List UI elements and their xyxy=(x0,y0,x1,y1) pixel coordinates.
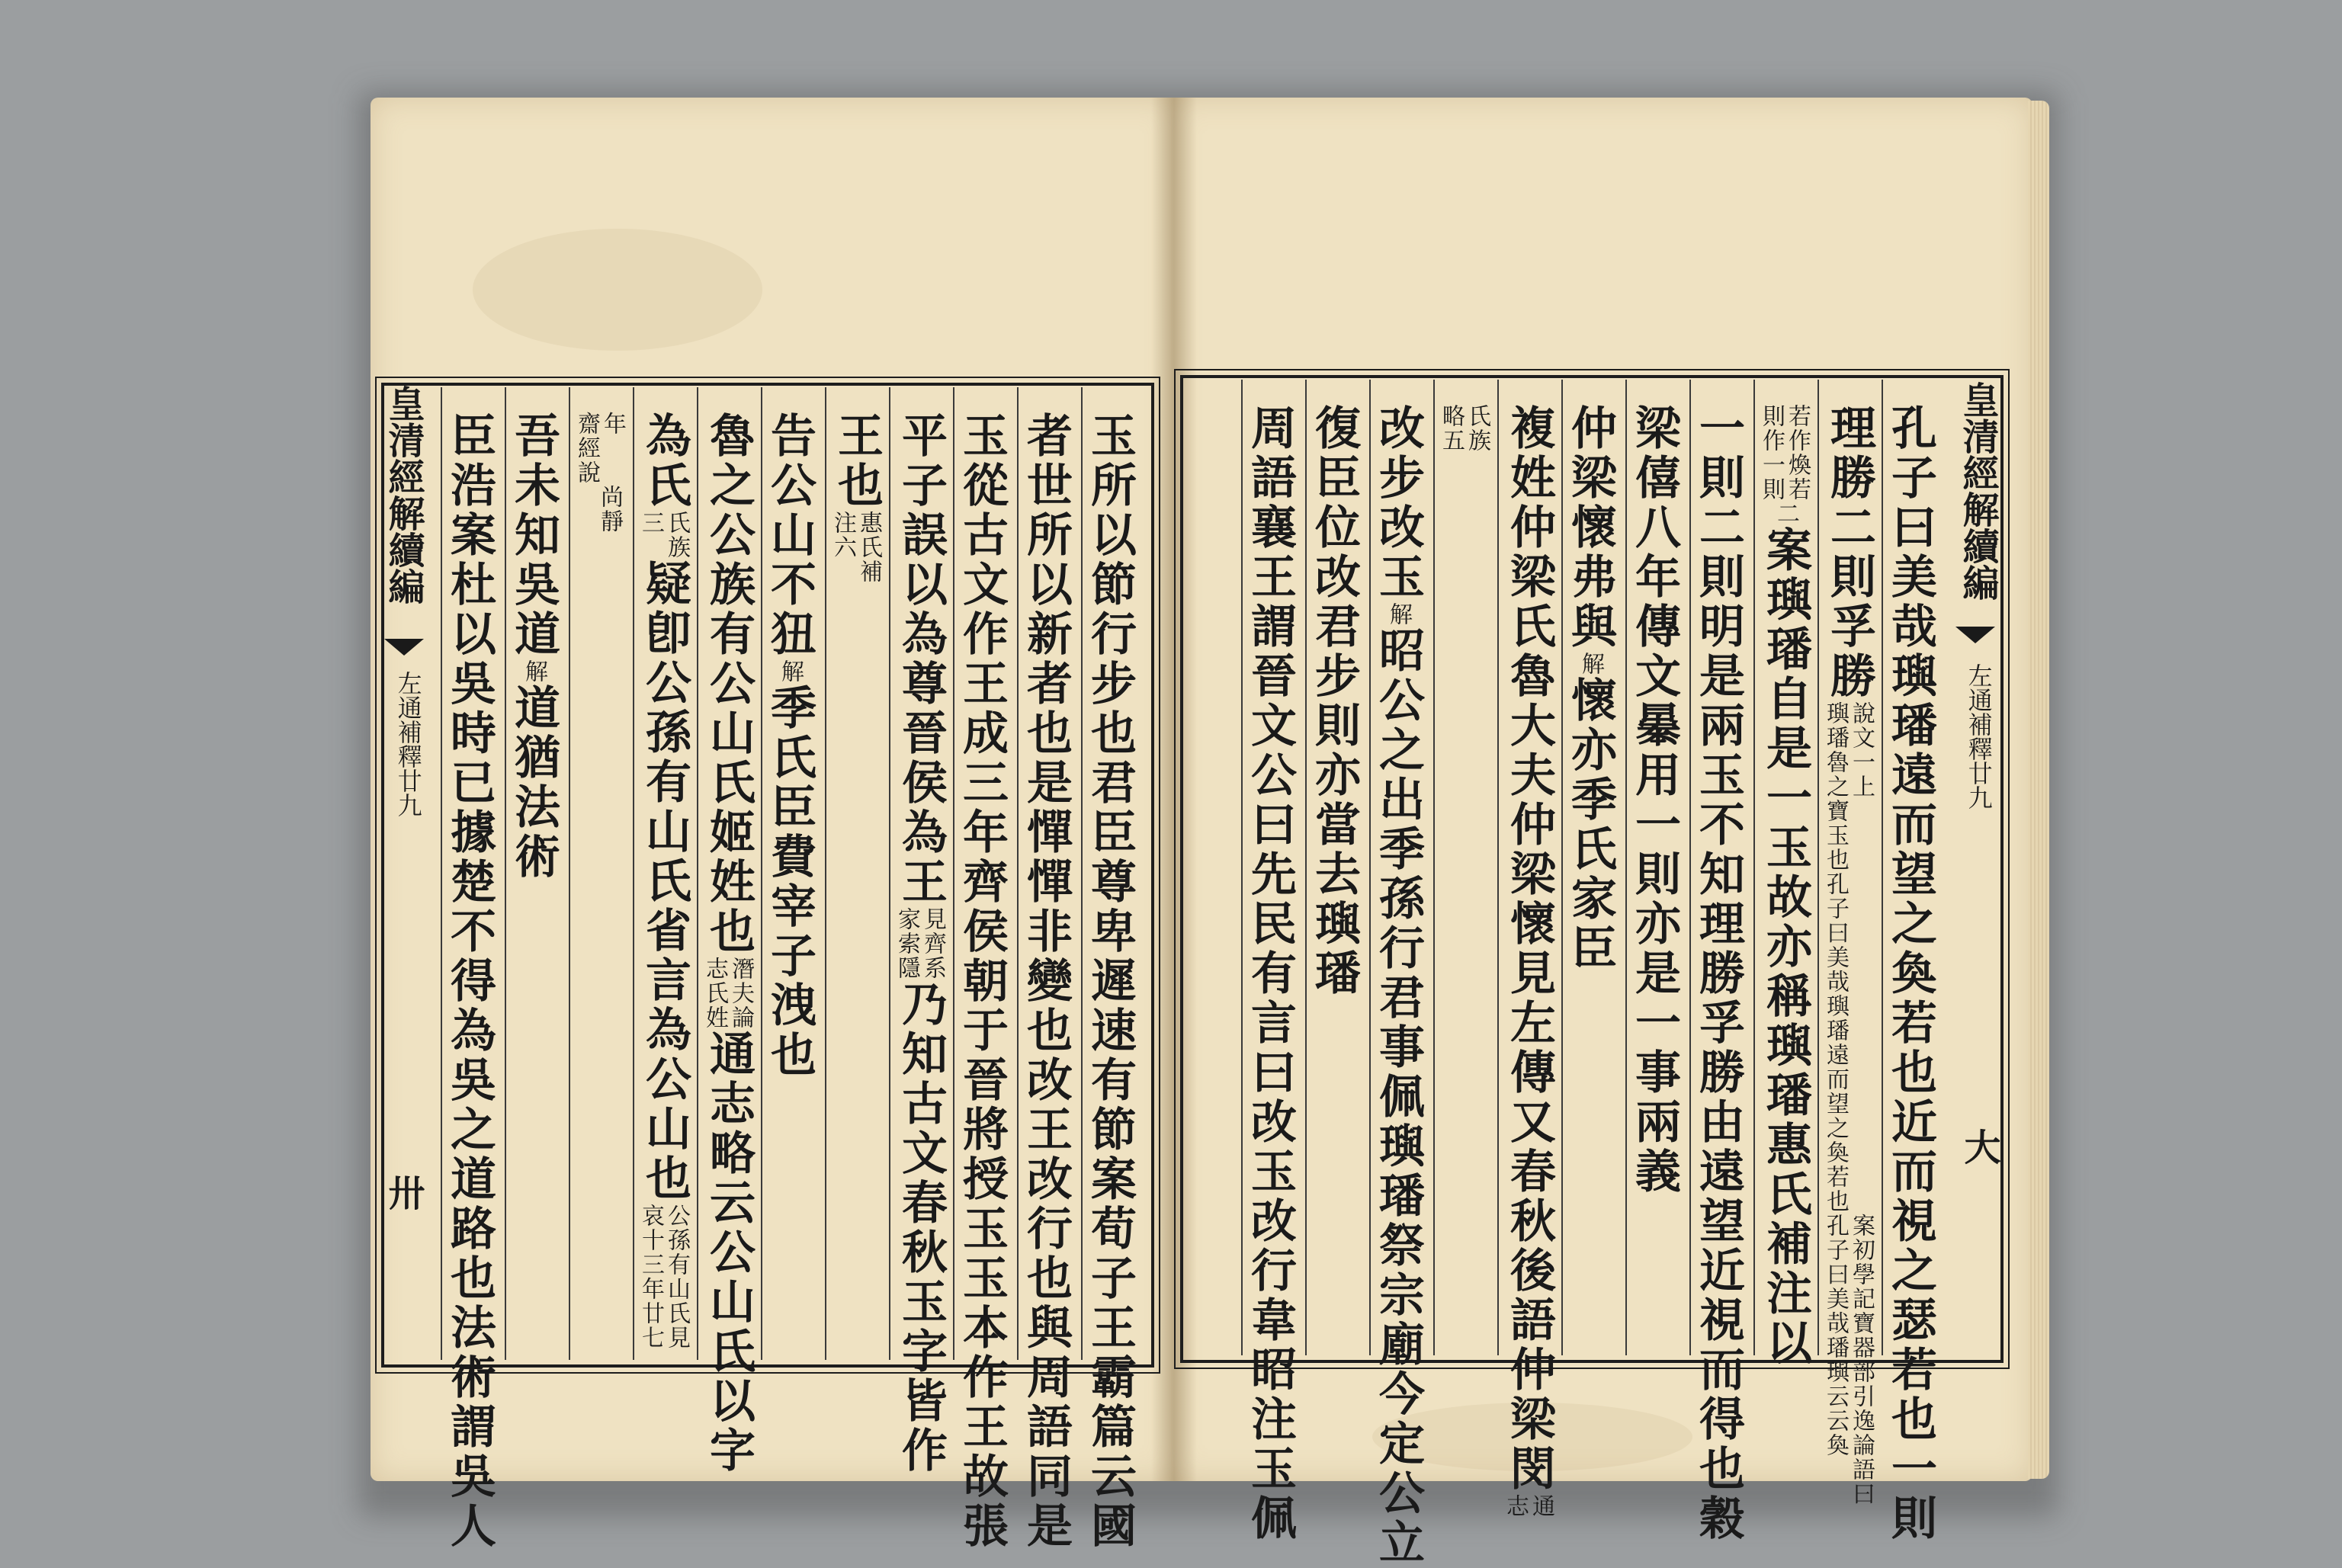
interlinear-note xyxy=(639,511,688,560)
main-text: 臣浩案杜以吳時已據楚不得為吳之道路也法術謂吳人 xyxy=(443,412,496,1551)
column-rule xyxy=(1689,380,1691,1355)
note-line: 三 xyxy=(637,511,664,535)
text-column xyxy=(1019,412,1073,1551)
main-text: 通志略云公山氏以字 xyxy=(702,1030,756,1476)
main-text: 魯之公族有公山氏姬姓也 xyxy=(702,412,756,957)
interlinear-note xyxy=(1822,701,1875,1214)
main-text: 理勝二則孚勝 xyxy=(1823,404,1876,701)
text-column xyxy=(763,412,816,1080)
text-column xyxy=(1822,404,1876,1506)
column-rule xyxy=(1369,380,1371,1355)
text-column xyxy=(507,412,560,882)
main-text: 懷亦季氏家臣 xyxy=(1564,676,1617,973)
note-line: 哀十三年廿七 xyxy=(637,1204,664,1350)
column-rule xyxy=(633,387,634,1360)
main-text: 梁僖八年傳文曓用一則亦是一事兩義 xyxy=(1628,404,1681,1197)
commentary-marker: 解 xyxy=(777,659,804,684)
main-text: 一則二則明是兩玉不知理勝孚勝由遠望近視而得也穀 xyxy=(1692,404,1745,1544)
left-seam-title: 皇清經解續編 xyxy=(382,385,425,604)
column-rule xyxy=(761,387,762,1360)
note-line: 若作煥若 xyxy=(1784,404,1811,502)
main-text: 乃知古文春秋玉字皆作 xyxy=(894,980,948,1476)
interlinear-note xyxy=(1758,404,1811,502)
main-text: 玉所以節行步也君臣尊卑遲速有節案荀子王霸篇云國 xyxy=(1083,412,1137,1551)
text-column xyxy=(1083,412,1137,1551)
text-column xyxy=(829,412,884,584)
note-line: 則作一則 xyxy=(1758,404,1785,502)
column-rule xyxy=(569,387,570,1360)
interlinear-note xyxy=(831,511,880,584)
column-rule xyxy=(953,387,954,1360)
column-rule xyxy=(1753,380,1755,1355)
fishtail-mark xyxy=(1955,627,1995,643)
column-rule xyxy=(1305,380,1307,1355)
note-line: 案初學記寶器部引逸論語曰 xyxy=(1848,1214,1875,1506)
column-rule xyxy=(1882,380,1883,1355)
text-column xyxy=(701,412,756,1476)
main-text: 周語襄王謂晉文公曰先民有言曰改玉改行韋昭注玉佩 xyxy=(1243,404,1297,1544)
interlinear-note xyxy=(639,1204,688,1350)
right-seam-folio: 大 xyxy=(1958,1128,2000,1165)
fishtail-mark xyxy=(384,639,424,656)
main-text: 孔子曰美哉璵璠遠而望之奐若也近而視之瑟若也一則 xyxy=(1884,404,1937,1544)
main-text: 玉從古文作王成三年齊侯朝于晉將授玉玉本作王故張 xyxy=(955,412,1009,1551)
note-line: 氏族 xyxy=(663,511,690,560)
main-text: 季氏臣費宰子洩也 xyxy=(763,684,816,1080)
interlinear-note xyxy=(1503,1494,1552,1518)
main-text: 改步改玉 xyxy=(1372,404,1425,602)
text-column xyxy=(1758,404,1812,1368)
note-line: 潛夫論 xyxy=(727,957,754,1030)
text-column xyxy=(1884,404,1937,1544)
text-column xyxy=(1692,404,1745,1544)
note-line: 注六 xyxy=(829,511,856,560)
column-rule xyxy=(1561,380,1563,1355)
interlinear-note xyxy=(1822,1214,1875,1506)
text-column xyxy=(955,412,1009,1551)
note-line: 見齊系 xyxy=(919,907,946,980)
note-line: 家索隱 xyxy=(893,907,920,980)
main-text: 吾未知吳道 xyxy=(507,412,560,659)
text-column xyxy=(1439,404,1488,453)
main-text: 者世所以新者也是憚憚非變也改王改行也與周語同是 xyxy=(1019,412,1073,1551)
main-text: 復臣位改君步則亦當去璵璠 xyxy=(1307,404,1361,999)
main-text: 為氏 xyxy=(638,412,691,511)
note-line: 齋經說 xyxy=(573,412,600,485)
commentary-marker: 解 xyxy=(1385,602,1412,627)
note-line: 璵璠魯之寶玉也孔子曰美哉璵璠遠而望之奐若也 xyxy=(1822,701,1849,1214)
interlinear-note xyxy=(598,485,624,534)
column-rule xyxy=(1625,380,1627,1355)
note-line: 志 xyxy=(1502,1494,1529,1518)
note-line: 志氏姓 xyxy=(701,957,728,1030)
text-column xyxy=(893,412,948,1476)
main-text: 昭公之出季孫行君事佩璵璠祭宗廟今定公立 xyxy=(1372,627,1425,1568)
interlinear-note xyxy=(703,957,752,1030)
note-line: 年 xyxy=(599,412,626,436)
left-seam-section: 左通補釋廿九 xyxy=(393,671,423,817)
text-column xyxy=(1564,404,1617,973)
column-rule xyxy=(1241,380,1243,1355)
text-column xyxy=(1243,404,1297,1544)
paper-stain xyxy=(473,229,762,351)
main-text: 疑卽公孫有山氏省言為公山也 xyxy=(638,560,691,1204)
main-text: 王也 xyxy=(830,412,884,511)
text-column xyxy=(575,412,624,534)
column-rule xyxy=(889,387,890,1360)
main-text: 複姓仲梁氏魯大夫仲梁懷見左傳又春秋後語仲梁閔 xyxy=(1503,404,1556,1494)
column-rule xyxy=(505,387,506,1360)
note-line: 公孫有山氏見 xyxy=(663,1204,690,1350)
column-rule xyxy=(1081,387,1083,1360)
right-seam-section: 左通補釋廿九 xyxy=(1964,663,1994,810)
main-text: 告公山不狃 xyxy=(763,412,816,659)
text-column xyxy=(1307,404,1361,999)
note-line: 惠氏補 xyxy=(855,511,882,584)
text-column xyxy=(1372,404,1425,1568)
main-text: 平子誤以為尊晉侯為王 xyxy=(894,412,948,907)
interlinear-note xyxy=(895,907,944,980)
note-line: 孔子曰美哉璠璵云云奐 xyxy=(1822,1214,1849,1457)
commentary-marker: 解 xyxy=(521,659,547,684)
column-rule xyxy=(1017,387,1019,1360)
commentary-marker: 解 xyxy=(1577,652,1604,676)
note-line: 通 xyxy=(1528,1494,1554,1518)
column-rule xyxy=(825,387,826,1360)
interlinear-note xyxy=(575,412,624,485)
text-column xyxy=(1628,404,1681,1197)
note-line: 略五 xyxy=(1438,404,1465,453)
left-seam-folio: 卅 xyxy=(382,1174,425,1210)
column-rule xyxy=(697,387,698,1360)
note-line: 尚靜 xyxy=(596,485,623,534)
text-column xyxy=(637,412,691,1350)
column-rule xyxy=(441,387,442,1360)
text-column xyxy=(443,412,496,1551)
note-line: 氏族 xyxy=(1464,404,1490,453)
text-column xyxy=(1502,404,1556,1518)
main-text: 案璵璠自是一玉故亦稱璵璠惠氏補注以 xyxy=(1759,526,1812,1368)
main-text: 道猶法術 xyxy=(507,684,560,882)
column-rule xyxy=(1497,380,1499,1355)
note-line: 說文一上 xyxy=(1848,701,1875,799)
interlinear-note xyxy=(1439,404,1488,453)
column-rule xyxy=(1433,380,1435,1355)
page-edges xyxy=(2028,101,2049,1479)
right-seam-title: 皇清經解續編 xyxy=(1956,381,1999,601)
commentary-marker: 二 xyxy=(1773,502,1799,526)
column-rule xyxy=(1817,380,1819,1355)
main-text: 仲梁懷弗與 xyxy=(1564,404,1617,652)
